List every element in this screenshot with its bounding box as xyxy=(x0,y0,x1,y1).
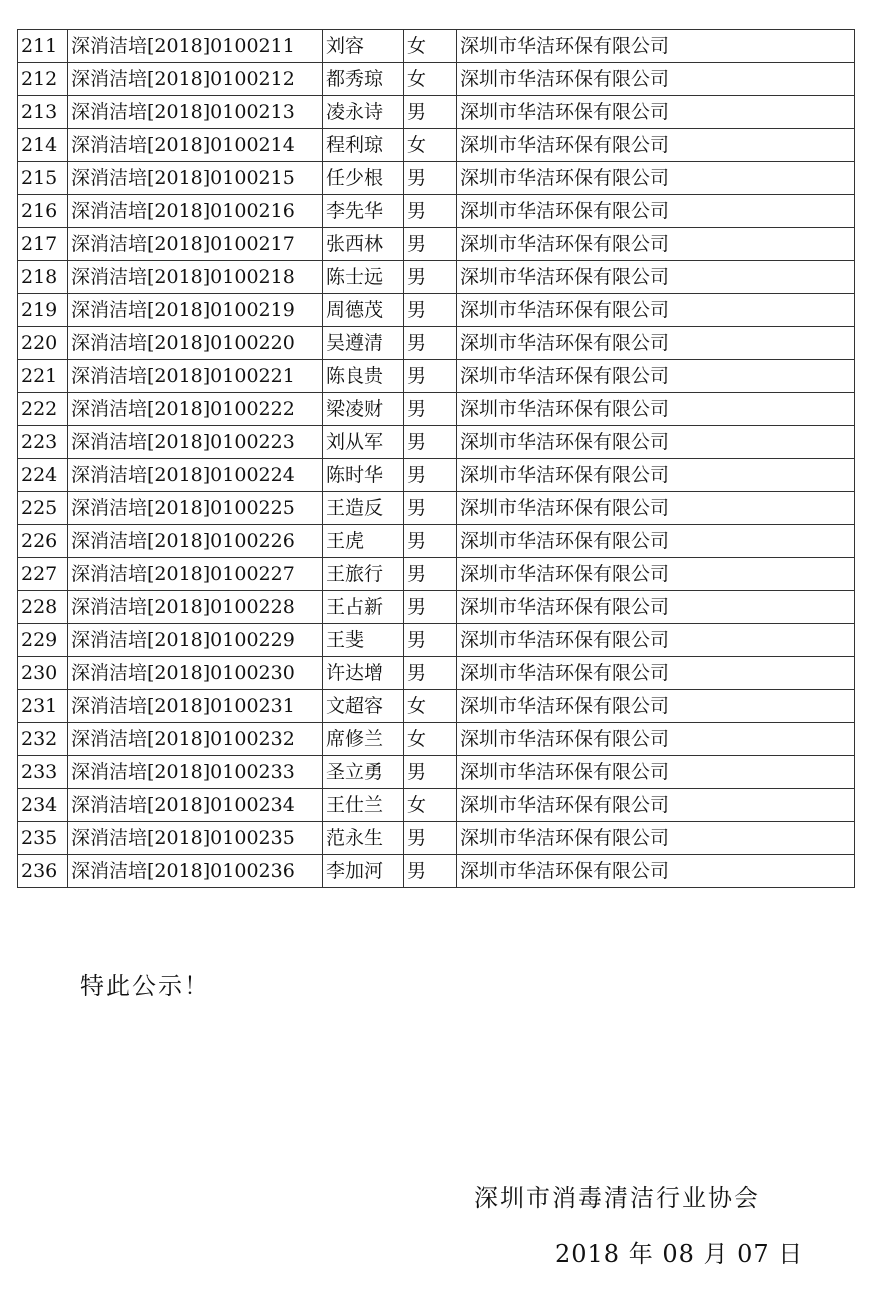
issuing-organization: 深圳市消毒清洁行业协会 xyxy=(474,1184,760,1212)
gender-cell: 男 xyxy=(404,657,457,690)
company-cell: 深圳市华洁环保有限公司 xyxy=(457,822,855,855)
name-cell: 席修兰 xyxy=(323,723,404,756)
table-row xyxy=(18,657,855,690)
company-cell: 深圳市华洁环保有限公司 xyxy=(457,855,855,888)
row-number-cell: 233 xyxy=(18,756,68,789)
gender-cell: 男 xyxy=(404,525,457,558)
gender-cell: 男 xyxy=(404,327,457,360)
row-number-cell: 227 xyxy=(18,558,68,591)
row-number-cell: 217 xyxy=(18,228,68,261)
gender-cell: 男 xyxy=(404,96,457,129)
table-row xyxy=(18,624,855,657)
row-number-cell: 215 xyxy=(18,162,68,195)
certificate-number-cell: 深消洁培[2018]0100224 xyxy=(68,459,323,492)
certificate-number-cell: 深消洁培[2018]0100235 xyxy=(68,822,323,855)
table-row xyxy=(18,360,855,393)
table-row xyxy=(18,492,855,525)
name-cell: 张西林 xyxy=(323,228,404,261)
name-cell: 王虎 xyxy=(323,525,404,558)
certificate-number-cell: 深消洁培[2018]0100226 xyxy=(68,525,323,558)
certificate-number-cell: 深消洁培[2018]0100227 xyxy=(68,558,323,591)
company-cell: 深圳市华洁环保有限公司 xyxy=(457,360,855,393)
company-cell: 深圳市华洁环保有限公司 xyxy=(457,195,855,228)
row-number-cell: 219 xyxy=(18,294,68,327)
row-number-cell: 226 xyxy=(18,525,68,558)
name-cell: 许达增 xyxy=(323,657,404,690)
company-cell: 深圳市华洁环保有限公司 xyxy=(457,657,855,690)
table-row xyxy=(18,96,855,129)
gender-cell: 女 xyxy=(404,789,457,822)
row-number-cell: 228 xyxy=(18,591,68,624)
company-cell: 深圳市华洁环保有限公司 xyxy=(457,624,855,657)
table-row xyxy=(18,162,855,195)
table-row xyxy=(18,30,855,63)
name-cell: 都秀琼 xyxy=(323,63,404,96)
gender-cell: 男 xyxy=(404,756,457,789)
gender-cell: 男 xyxy=(404,426,457,459)
name-cell: 刘容 xyxy=(323,30,404,63)
table-row xyxy=(18,591,855,624)
table-row xyxy=(18,525,855,558)
gender-cell: 女 xyxy=(404,129,457,162)
name-cell: 王造反 xyxy=(323,492,404,525)
certificate-number-cell: 深消洁培[2018]0100228 xyxy=(68,591,323,624)
certificate-number-cell: 深消洁培[2018]0100223 xyxy=(68,426,323,459)
certificate-number-cell: 深消洁培[2018]0100215 xyxy=(68,162,323,195)
name-cell: 李加河 xyxy=(323,855,404,888)
gender-cell: 男 xyxy=(404,360,457,393)
certificate-number-cell: 深消洁培[2018]0100233 xyxy=(68,756,323,789)
gender-cell: 男 xyxy=(404,492,457,525)
company-cell: 深圳市华洁环保有限公司 xyxy=(457,789,855,822)
certificate-number-cell: 深消洁培[2018]0100220 xyxy=(68,327,323,360)
gender-cell: 男 xyxy=(404,855,457,888)
certificate-number-cell: 深消洁培[2018]0100221 xyxy=(68,360,323,393)
table-row xyxy=(18,294,855,327)
gender-cell: 女 xyxy=(404,690,457,723)
certificate-number-cell: 深消洁培[2018]0100213 xyxy=(68,96,323,129)
gender-cell: 男 xyxy=(404,822,457,855)
name-cell: 刘从军 xyxy=(323,426,404,459)
certificate-number-cell: 深消洁培[2018]0100230 xyxy=(68,657,323,690)
certificate-number-cell: 深消洁培[2018]0100212 xyxy=(68,63,323,96)
table-row xyxy=(18,756,855,789)
row-number-cell: 236 xyxy=(18,855,68,888)
certificate-number-cell: 深消洁培[2018]0100236 xyxy=(68,855,323,888)
company-cell: 深圳市华洁环保有限公司 xyxy=(457,459,855,492)
row-number-cell: 220 xyxy=(18,327,68,360)
row-number-cell: 235 xyxy=(18,822,68,855)
table-row xyxy=(18,426,855,459)
gender-cell: 男 xyxy=(404,162,457,195)
company-cell: 深圳市华洁环保有限公司 xyxy=(457,327,855,360)
trainee-table-body xyxy=(18,30,855,888)
certificate-number-cell: 深消洁培[2018]0100232 xyxy=(68,723,323,756)
row-number-cell: 212 xyxy=(18,63,68,96)
name-cell: 圣立勇 xyxy=(323,756,404,789)
company-cell: 深圳市华洁环保有限公司 xyxy=(457,756,855,789)
gender-cell: 男 xyxy=(404,393,457,426)
gender-cell: 男 xyxy=(404,294,457,327)
gender-cell: 男 xyxy=(404,261,457,294)
name-cell: 陈士远 xyxy=(323,261,404,294)
name-cell: 王旅行 xyxy=(323,558,404,591)
company-cell: 深圳市华洁环保有限公司 xyxy=(457,492,855,525)
company-cell: 深圳市华洁环保有限公司 xyxy=(457,228,855,261)
table-row xyxy=(18,558,855,591)
gender-cell: 男 xyxy=(404,591,457,624)
table-row xyxy=(18,393,855,426)
company-cell: 深圳市华洁环保有限公司 xyxy=(457,63,855,96)
name-cell: 李先华 xyxy=(323,195,404,228)
table-row xyxy=(18,822,855,855)
row-number-cell: 229 xyxy=(18,624,68,657)
company-cell: 深圳市华洁环保有限公司 xyxy=(457,294,855,327)
name-cell: 陈时华 xyxy=(323,459,404,492)
name-cell: 王占新 xyxy=(323,591,404,624)
row-number-cell: 216 xyxy=(18,195,68,228)
issue-date: 2018 年 08 月 07 日 xyxy=(555,1240,804,1268)
gender-cell: 男 xyxy=(404,558,457,591)
certificate-number-cell: 深消洁培[2018]0100222 xyxy=(68,393,323,426)
row-number-cell: 221 xyxy=(18,360,68,393)
company-cell: 深圳市华洁环保有限公司 xyxy=(457,525,855,558)
company-cell: 深圳市华洁环保有限公司 xyxy=(457,96,855,129)
name-cell: 陈良贵 xyxy=(323,360,404,393)
row-number-cell: 211 xyxy=(18,30,68,63)
row-number-cell: 234 xyxy=(18,789,68,822)
table-row xyxy=(18,228,855,261)
certificate-number-cell: 深消洁培[2018]0100229 xyxy=(68,624,323,657)
row-number-cell: 230 xyxy=(18,657,68,690)
name-cell: 任少根 xyxy=(323,162,404,195)
table-row xyxy=(18,723,855,756)
notice-text: 特此公示！ xyxy=(80,972,210,1000)
certificate-number-cell: 深消洁培[2018]0100216 xyxy=(68,195,323,228)
company-cell: 深圳市华洁环保有限公司 xyxy=(457,129,855,162)
table-row xyxy=(18,327,855,360)
table-row xyxy=(18,789,855,822)
row-number-cell: 232 xyxy=(18,723,68,756)
name-cell: 王斐 xyxy=(323,624,404,657)
certificate-number-cell: 深消洁培[2018]0100219 xyxy=(68,294,323,327)
row-number-cell: 225 xyxy=(18,492,68,525)
certificate-number-cell: 深消洁培[2018]0100234 xyxy=(68,789,323,822)
gender-cell: 女 xyxy=(404,30,457,63)
name-cell: 梁凌财 xyxy=(323,393,404,426)
table-row xyxy=(18,195,855,228)
name-cell: 凌永诗 xyxy=(323,96,404,129)
table-row xyxy=(18,855,855,888)
company-cell: 深圳市华洁环保有限公司 xyxy=(457,261,855,294)
table-row xyxy=(18,261,855,294)
certificate-number-cell: 深消洁培[2018]0100217 xyxy=(68,228,323,261)
company-cell: 深圳市华洁环保有限公司 xyxy=(457,393,855,426)
gender-cell: 女 xyxy=(404,63,457,96)
row-number-cell: 214 xyxy=(18,129,68,162)
table-row xyxy=(18,129,855,162)
row-number-cell: 224 xyxy=(18,459,68,492)
row-number-cell: 231 xyxy=(18,690,68,723)
certificate-number-cell: 深消洁培[2018]0100225 xyxy=(68,492,323,525)
company-cell: 深圳市华洁环保有限公司 xyxy=(457,162,855,195)
name-cell: 文超容 xyxy=(323,690,404,723)
trainee-table xyxy=(17,29,855,888)
company-cell: 深圳市华洁环保有限公司 xyxy=(457,690,855,723)
gender-cell: 男 xyxy=(404,195,457,228)
certificate-number-cell: 深消洁培[2018]0100231 xyxy=(68,690,323,723)
company-cell: 深圳市华洁环保有限公司 xyxy=(457,426,855,459)
gender-cell: 女 xyxy=(404,723,457,756)
company-cell: 深圳市华洁环保有限公司 xyxy=(457,591,855,624)
certificate-number-cell: 深消洁培[2018]0100218 xyxy=(68,261,323,294)
table-row xyxy=(18,690,855,723)
gender-cell: 男 xyxy=(404,228,457,261)
certificate-number-cell: 深消洁培[2018]0100214 xyxy=(68,129,323,162)
row-number-cell: 222 xyxy=(18,393,68,426)
name-cell: 吴遵清 xyxy=(323,327,404,360)
name-cell: 王仕兰 xyxy=(323,789,404,822)
company-cell: 深圳市华洁环保有限公司 xyxy=(457,30,855,63)
row-number-cell: 223 xyxy=(18,426,68,459)
name-cell: 周德茂 xyxy=(323,294,404,327)
name-cell: 范永生 xyxy=(323,822,404,855)
table-row xyxy=(18,63,855,96)
company-cell: 深圳市华洁环保有限公司 xyxy=(457,558,855,591)
row-number-cell: 213 xyxy=(18,96,68,129)
table-row xyxy=(18,459,855,492)
name-cell: 程利琼 xyxy=(323,129,404,162)
company-cell: 深圳市华洁环保有限公司 xyxy=(457,723,855,756)
gender-cell: 男 xyxy=(404,459,457,492)
gender-cell: 男 xyxy=(404,624,457,657)
certificate-number-cell: 深消洁培[2018]0100211 xyxy=(68,30,323,63)
row-number-cell: 218 xyxy=(18,261,68,294)
